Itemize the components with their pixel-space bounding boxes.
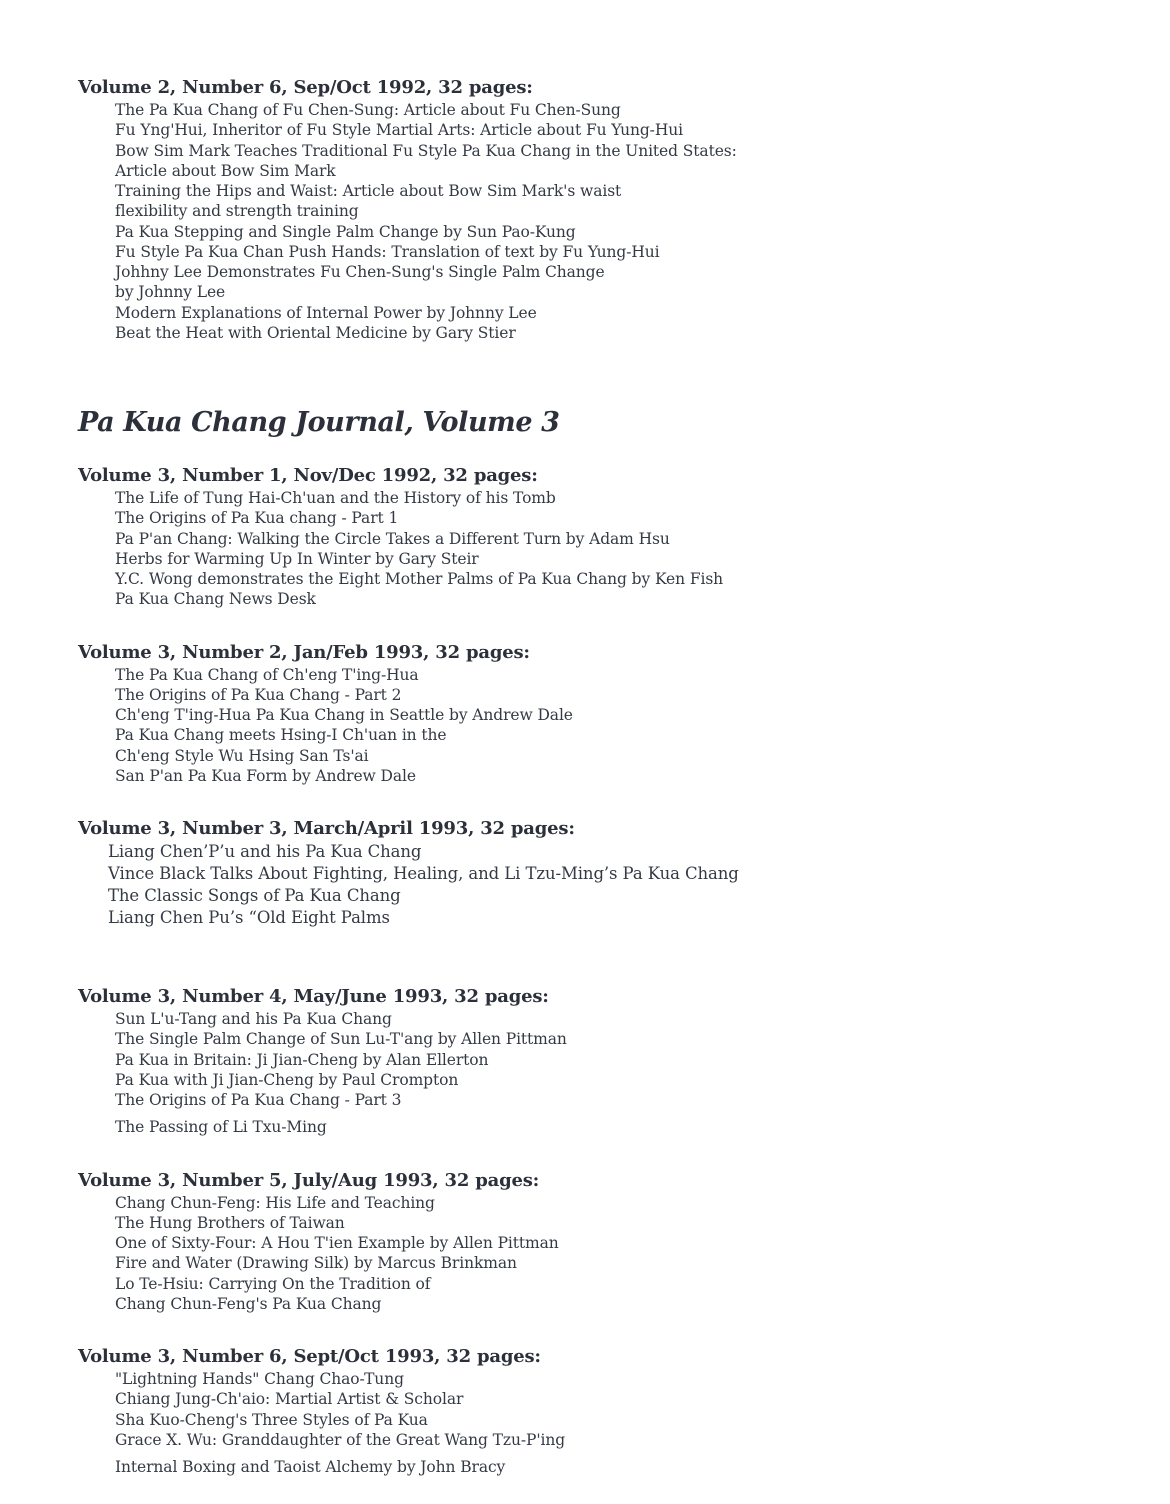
volume-section: [78, 1169, 1110, 1315]
article-title: The Pa Kua Chang of Fu Chen-Sung: Article about Fu Chen-Sung: [115, 101, 621, 119]
article-list: [78, 100, 1110, 343]
article-list: [78, 1193, 1110, 1315]
article-title: The Classic Songs of Pa Kua Chang: [108, 886, 401, 905]
volume-section: [78, 76, 1110, 343]
article-list: [78, 1369, 1110, 1477]
article-title: Liang Chen Pu’s “Old Eight Palms: [108, 908, 390, 927]
article-title: Fu Style Pa Kua Chan Push Hands: Translation of text by Fu Yung-Hui: [115, 242, 660, 261]
volume-section-heading: Volume 3, Number 6, Sept/Oct 1993, 32 pages:: [78, 1346, 541, 1367]
article-title: Pa P'an Chang: Walking the Circle Takes a Different Turn by Adam Hsu: [115, 529, 670, 548]
article-title: San P'an Pa Kua Form by Andrew Dale: [115, 766, 416, 785]
article-title: Chang Chun-Feng: His Life and Teaching: [115, 1193, 435, 1212]
article-title: The Origins of Pa Kua chang - Part 1: [115, 509, 399, 528]
article-list: [78, 1009, 1110, 1138]
volume3-sections-container: [78, 464, 1110, 1477]
article-list: [78, 841, 1110, 929]
article-title: Grace X. Wu: Granddaughter of the Great Wang Tzu-P'ing: [115, 1430, 566, 1449]
article-title: Chang Chun-Feng's Pa Kua Chang: [115, 1294, 382, 1313]
article-title: The Life of Tung Hai-Ch'uan and the History of his Tomb: [115, 489, 556, 507]
article-title: by Johnny Lee: [115, 283, 226, 302]
article-title: Bow Sim Mark Teaches Traditional Fu Style Pa Kua Chang in the United States:: [115, 141, 737, 160]
article-title: The Pa Kua Chang of Ch'eng T'ing-Hua: [115, 665, 419, 684]
volume-section-heading: Volume 3, Number 3, March/April 1993, 32 pages:: [78, 818, 575, 839]
volume-section-heading: Volume 3, Number 5, July/Aug 1993, 32 pages:: [78, 1169, 540, 1191]
volume-section: [78, 1345, 1110, 1477]
article-title: One of Sixty-Four: A Hou T'ien Example by Allen Pittman: [115, 1234, 559, 1252]
volume-section-heading: Volume 3, Number 1, Nov/Dec 1992, 32 pages:: [78, 465, 538, 486]
article-title: Beat the Heat with Oriental Medicine by Gary Stier: [115, 323, 516, 342]
article-title: Ch'eng T'ing-Hua Pa Kua Chang in Seattle by Andrew Dale: [115, 706, 573, 724]
article-title: Modern Explanations of Internal Power by Johnny Lee: [115, 303, 537, 322]
article-list: [78, 488, 1110, 610]
volume-section-heading: Volume 3, Number 4, May/June 1993, 32 pages:: [78, 986, 549, 1007]
article-title: Liang Chen’P’u and his Pa Kua Chang: [108, 842, 422, 861]
volume-section: [78, 817, 1110, 929]
article-title: Pa Kua with Ji Jian-Cheng by Paul Crompton: [115, 1070, 459, 1089]
article-title: Internal Boxing and Taoist Alchemy by John Bracy: [115, 1458, 506, 1476]
article-title: flexibility and strength training: [115, 202, 359, 221]
article-title: Fu Yng'Hui, Inheritor of Fu Style Martial Arts: Article about Fu Yung-Hui: [115, 121, 683, 140]
journal-volume-title: Pa Kua Chang Journal, Volume 3: [78, 407, 560, 438]
article-title: Pa Kua Chang meets Hsing-I Ch'uan in the: [115, 726, 447, 745]
volume-section: [78, 641, 1110, 787]
article-title: Sun L'u-Tang and his Pa Kua Chang: [115, 1010, 392, 1028]
article-title: Sha Kuo-Cheng's Three Styles of Pa Kua: [115, 1410, 428, 1429]
article-title: Pa Kua Chang News Desk: [115, 590, 316, 609]
article-title: The Passing of Li Txu-Ming: [115, 1118, 327, 1137]
article-title: Lo Te-Hsiu: Carrying On the Tradition of: [115, 1274, 431, 1293]
article-title: Vince Black Talks About Fighting, Healing, and Li Tzu-Ming’s Pa Kua Chang: [108, 864, 739, 883]
article-title: Johhny Lee Demonstrates Fu Chen-Sung's Single Palm Change: [115, 263, 605, 281]
volume-section: [78, 464, 1110, 610]
article-title: Pa Kua in Britain: Ji Jian-Cheng by Alan Ellerton: [115, 1050, 489, 1069]
article-title: Y.C. Wong demonstrates the Eight Mother Palms of Pa Kua Chang by Ken Fish: [115, 570, 724, 588]
article-list: [78, 665, 1110, 787]
volume-section-heading: Volume 3, Number 2, Jan/Feb 1993, 32 pages:: [78, 641, 530, 663]
article-title: The Origins of Pa Kua Chang - Part 2: [115, 685, 402, 704]
article-title: The Single Palm Change of Sun Lu-T'ang by Allen Pittman: [115, 1030, 567, 1049]
article-title: Training the Hips and Waist: Article about Bow Sim Mark's waist: [115, 182, 622, 200]
article-title: Pa Kua Stepping and Single Palm Change by Sun Pao-Kung: [115, 222, 576, 241]
volume-section-heading: Volume 2, Number 6, Sep/Oct 1992, 32 pages:: [78, 77, 533, 98]
article-title: The Origins of Pa Kua Chang - Part 3: [115, 1091, 402, 1109]
article-title: Fire and Water (Drawing Silk) by Marcus Brinkman: [115, 1254, 517, 1273]
article-title: "Lightning Hands" Chang Chao-Tung: [115, 1370, 404, 1388]
volume2-sections-container: [78, 76, 1110, 343]
article-title: Ch'eng Style Wu Hsing San Ts'ai: [115, 746, 369, 765]
article-title: Herbs for Warming Up In Winter by Gary Steir: [115, 549, 479, 568]
article-title: The Hung Brothers of Taiwan: [115, 1213, 345, 1232]
article-title: Chiang Jung-Ch'aio: Martial Artist & Scholar: [115, 1390, 464, 1409]
volume-section: [78, 985, 1110, 1138]
article-title: Article about Bow Sim Mark: [115, 161, 336, 180]
